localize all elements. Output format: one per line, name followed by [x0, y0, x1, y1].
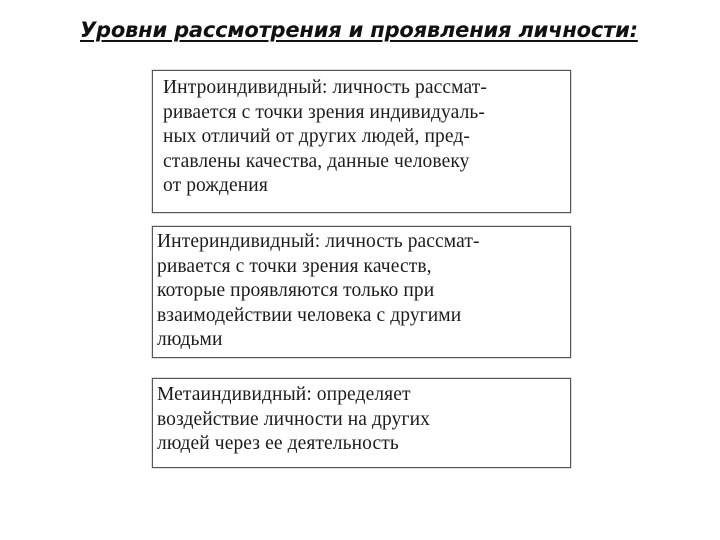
metaindividual-level-box — [152, 378, 571, 468]
interindividual-level-box — [152, 226, 571, 358]
page-title: Уровни рассмотрения и проявления личности: — [80, 18, 638, 42]
intraindividual-level-box — [152, 70, 571, 213]
interindividual-level-text: Интериндивидный: личность рассмат- ривается с точки зрения качеств, которые проявляются только при взаимодействии человека с другими людьми — [157, 231, 480, 350]
metaindividual-level-text: Метаиндивидный: определяет воздействие личности на других людей через ее деятельность — [157, 384, 430, 454]
intraindividual-level-text: Интроиндивидный: личность рассмат- ривается с точки зрения индивидуаль- ных отличий от других людей, пред- ставлены качества, данные человеку от рождения — [163, 77, 487, 196]
